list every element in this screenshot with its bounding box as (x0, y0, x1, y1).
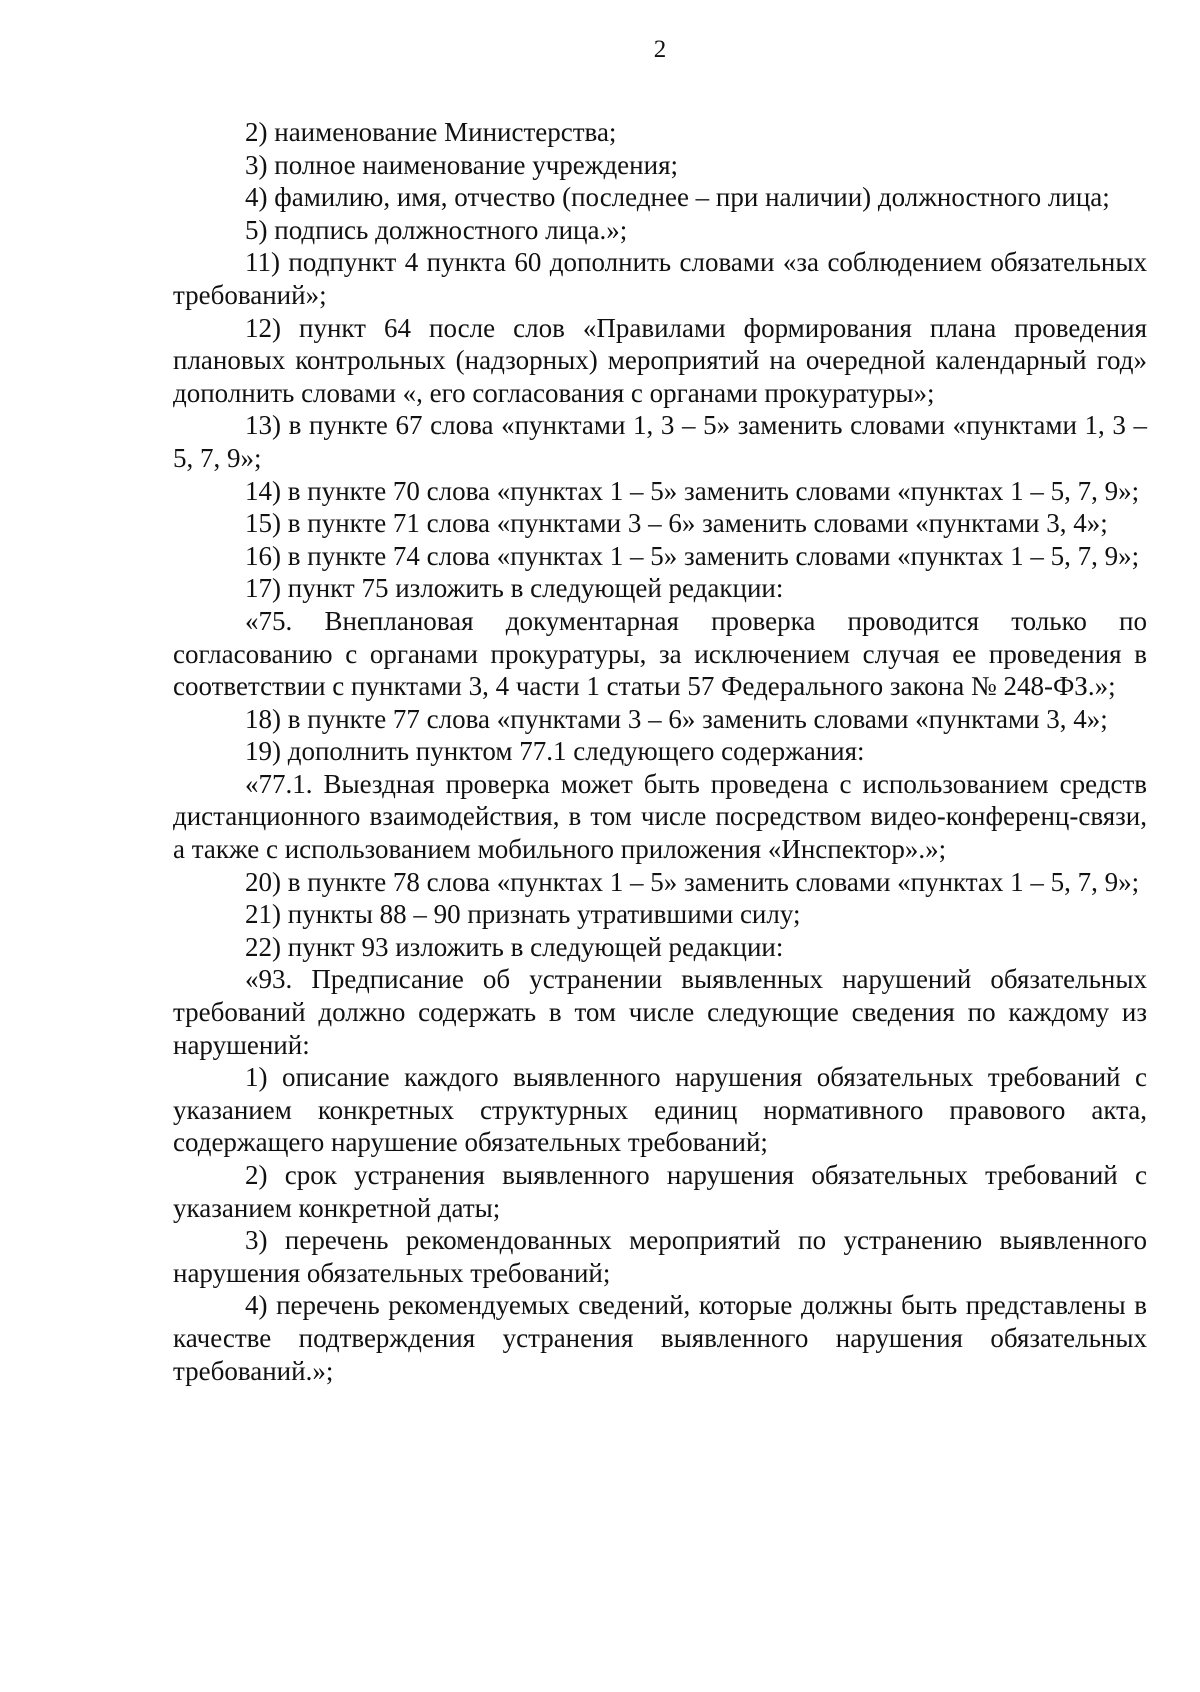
list-item: 2) срок устранения выявленного нарушения обязательных требований с указанием конкретной даты; (173, 1160, 1147, 1223)
amendment-item: 13) в пункте 67 слова «пунктами 1, 3 – 5» заменить словами «пунктами 1, 3 – 5, 7, 9»; (173, 410, 1147, 473)
amendment-item: 14) в пункте 70 слова «пунктах 1 – 5» заменить словами «пунктах 1 – 5, 7, 9»; (245, 475, 1140, 506)
list-item: 1) описание каждого выявленного нарушения обязательных требований с указанием конкретных структурных единиц нормативного правового акта, содержащего нарушение обязательных требований; (173, 1062, 1147, 1158)
list-item: 4) фамилию, имя, отчество (последнее – при наличии) должностного лица; (245, 182, 1110, 213)
list-item: 4) перечень рекомендуемых сведений, которые должны быть представлены в качестве подтверждения устранения выявленного нарушения обязательных требований.»; (173, 1290, 1147, 1386)
amendment-item: 19) дополнить пунктом 77.1 следующего содержания: (245, 736, 865, 767)
list-item: 2) наименование Министерства; (245, 117, 617, 147)
amendment-item: 22) пункт 93 изложить в следующей редакции: (245, 931, 784, 962)
amendment-item: 18) в пункте 77 слова «пунктами 3 – 6» заменить словами «пунктами 3, 4»; (245, 703, 1108, 734)
amendment-item: 11) подпункт 4 пункта 60 дополнить словами «за соблюдением обязательных требований»; (173, 247, 1147, 310)
list-item: 3) полное наименование учреждения; (245, 149, 678, 180)
page-number: 2 (653, 36, 667, 63)
amendment-item: 12) пункт 64 после слов «Правилами формирования плана проведения плановых контрольных (надзорных) мероприятий на очередной календарный год» дополнить словами «, его согласования с органами прокуратуры»; (173, 312, 1147, 408)
list-item: 3) перечень рекомендованных мероприятий по устранению выявленного нарушения обязательных требований; (173, 1225, 1147, 1288)
list-item: 5) подпись должностного лица.»; (245, 214, 628, 245)
document-body (173, 116, 1147, 1387)
amendment-item: 16) в пункте 74 слова «пунктах 1 – 5» заменить словами «пунктах 1 – 5, 7, 9»; (245, 540, 1140, 571)
quoted-clause: «93. Предписание об устранении выявленных нарушений обязательных требований должно содержать в том числе следующие сведения по каждому из нарушений: (173, 964, 1147, 1060)
amendment-item: 15) в пункте 71 слова «пунктами 3 – 6» заменить словами «пунктами 3, 4»; (245, 508, 1108, 539)
amendment-item: 21) пункты 88 – 90 признать утратившими силу; (245, 899, 801, 930)
quoted-clause: «75. Внеплановая документарная проверка проводится только по согласованию с органами прокуратуры, за исключением случая ее проведения в соответствии с пунктами 3, 4 части 1 статьи 57 Федерального закона № 248-ФЗ.»; (173, 605, 1147, 702)
quoted-clause: «77.1. Выездная проверка может быть проведена с использованием средств дистанционного взаимодействия, в том числе посредством видео-конференц-связи, а также с использованием мобильного приложения «Инспектор».»; (173, 768, 1147, 865)
amendment-item: 17) пункт 75 изложить в следующей редакции: (245, 573, 784, 604)
amendment-item: 20) в пункте 78 слова «пунктах 1 – 5» заменить словами «пунктах 1 – 5, 7, 9»; (245, 866, 1140, 897)
